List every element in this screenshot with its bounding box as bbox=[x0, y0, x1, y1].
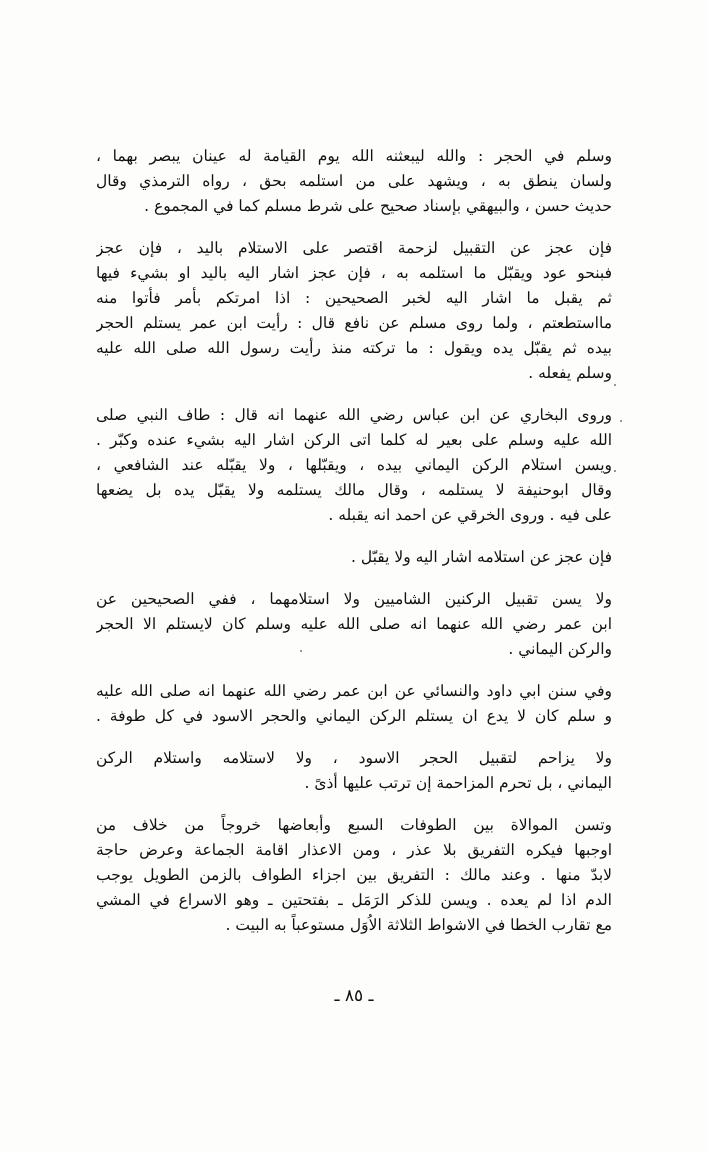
paragraph-2 bbox=[96, 236, 612, 386]
text-line: وتسن الموالاة بين الطوفات السبع وأبعاضها خروجاً من خلاف من bbox=[96, 816, 612, 834]
paragraph-1 bbox=[96, 144, 612, 219]
text-line: اوجبها فيكره التفريق بلا عذر ، ومن الاعذار اقامة الجماعة وعرض حاجة bbox=[96, 841, 612, 859]
paragraph-4 bbox=[96, 545, 612, 570]
text-line: حديث حسن ، والبيهقي بإسناد صحيح على شرط مسلم كما في المجموع . bbox=[144, 197, 612, 215]
scan-speck bbox=[300, 650, 302, 652]
text-line: فإن عجز عن التقبيل لزحمة اقتصر على الاستلام باليد ، فإن عجز bbox=[96, 239, 612, 257]
text-line: وروى البخاري عن ابن عباس رضي الله عنهما انه قال : طاف النبي صلى bbox=[96, 406, 612, 424]
paragraph-5 bbox=[96, 587, 612, 662]
text-line: فبنحو عود ويقبّل ما استلمه به ، فإن عجز اشار اليه باليد او بشيء فيها bbox=[96, 264, 612, 282]
text-line: مااستطعتم ، ولما روى مسلم عن نافع قال : رأيت ابن عمر يستلم الحجر bbox=[96, 314, 612, 332]
text-line: وقال ابوحنيفة لا يستلمه ، وقال مالك يستلمه ولا يقبّل يده بل يضعها bbox=[96, 481, 612, 499]
page-number: ـ ٨٥ ـ bbox=[334, 986, 374, 1006]
scan-speck bbox=[614, 470, 616, 472]
text-line: ولسان ينطق به ، ويشهد على من استلمه بحق ، رواه الترمذي وقال bbox=[96, 172, 612, 190]
body-text bbox=[96, 144, 612, 938]
text-line: وسلم يفعله . bbox=[528, 364, 612, 382]
text-line: ويسن استلام الركن اليماني بيده ، ويقبّلها ، ولا يقبّله عند الشافعي ، bbox=[96, 456, 612, 474]
text-line: الدم اذا لم يعده . ويسن للذكر الرَمَل ـ بفتحتين ـ وهو الاسراع في المشي bbox=[96, 891, 612, 909]
text-line: على فيه . وروى الخرقي عن احمد انه يقبله . bbox=[328, 506, 612, 524]
text-line: ثم يقبل ما اشار اليه لخبر الصحيحين : اذا امرتكم بأمر فأتوا منه bbox=[96, 289, 612, 307]
text-line: الله عليه وسلم على بعير له كلما اتى الركن اشار اليه بشيء عنده وكبّر . bbox=[96, 431, 612, 449]
paragraph-7 bbox=[96, 746, 612, 796]
text-line: ولا يزاحم لتقبيل الحجر الاسود ، ولا لاستلامه واستلام الركن bbox=[96, 749, 612, 767]
text-line: اليماني ، بل تحرم المزاحمة إن ترتب عليها أذىً . bbox=[304, 774, 612, 792]
paragraph-6 bbox=[96, 679, 612, 729]
text-line: ابن عمر رضي الله عنهما انه صلى الله عليه وسلم كان لايستلم الا الحجر bbox=[96, 615, 612, 633]
scan-speck bbox=[620, 420, 622, 422]
paragraph-8 bbox=[96, 813, 612, 938]
text-line: مع تقارب الخطا في الاشواط الثلاثة الاُوَل مستوعباً به البيت . bbox=[225, 916, 612, 934]
paragraph-3 bbox=[96, 403, 612, 528]
text-line: بيده ثم يقبّل يده ويقول : ما تركته منذ رأيت رسول الله صلى الله عليه bbox=[96, 339, 612, 357]
text-line: وفي سنن ابي داود والنسائي عن ابن عمر رضي الله عنهما انه صلى الله عليه bbox=[96, 682, 612, 700]
scan-speck bbox=[614, 384, 616, 386]
text-line: والركن اليماني . bbox=[508, 640, 612, 658]
text-line: فإن عجز عن استلامه اشار اليه ولا يقبّل . bbox=[351, 548, 612, 566]
text-line: و سلم كان لا يدع ان يستلم الركن اليماني والحجر الاسود في كل طوفة . bbox=[96, 707, 612, 725]
text-line: لابدّ منها . وعند مالك : التفريق بين اجزاء الطواف بالزمن الطويل يوجب bbox=[96, 866, 612, 884]
text-line: ولا يسن تقبيل الركنين الشاميين ولا استلامهما ، ففي الصحيحين عن bbox=[96, 590, 612, 608]
text-line: وسلم في الحجر : والله ليبعثنه الله يوم القيامة له عينان يبصر بهما ، bbox=[96, 147, 612, 165]
